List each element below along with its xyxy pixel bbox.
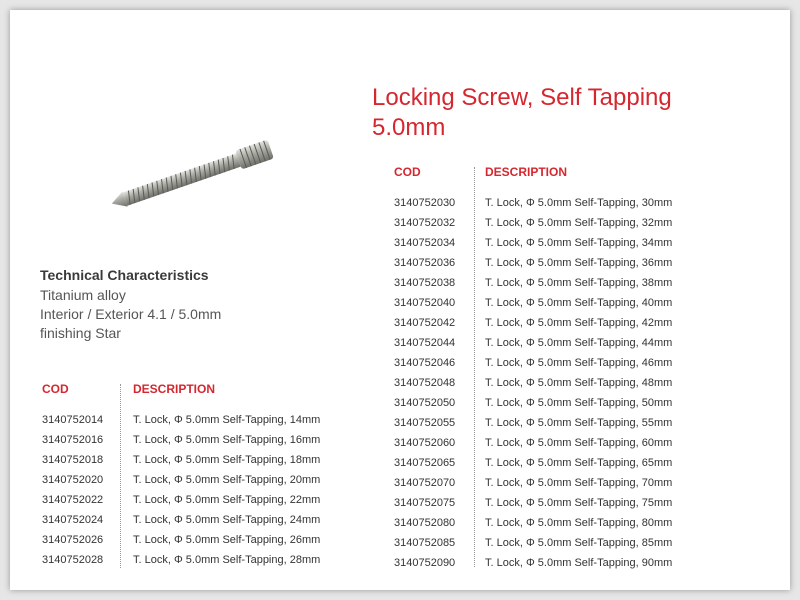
description-cell: T. Lock, Φ 5.0mm Self-Tapping, 28mm [133, 554, 321, 566]
tech-line-dimensions: Interior / Exterior 4.1 / 5.0mm [40, 306, 222, 322]
cod-cell: 3140752014 [42, 414, 104, 426]
description-cell: T. Lock, Φ 5.0mm Self-Tapping, 85mm [485, 537, 673, 549]
cod-cell: 3140752030 [394, 197, 456, 209]
description-cell: T. Lock, Φ 5.0mm Self-Tapping, 55mm [485, 417, 673, 429]
description-cell: T. Lock, Φ 5.0mm Self-Tapping, 22mm [133, 494, 321, 506]
description-cell: T. Lock, Φ 5.0mm Self-Tapping, 42mm [485, 317, 673, 329]
description-cell: T. Lock, Φ 5.0mm Self-Tapping, 26mm [133, 534, 321, 546]
cod-cell: 3140752034 [394, 237, 456, 249]
description-cell: T. Lock, Φ 5.0mm Self-Tapping, 20mm [133, 474, 321, 486]
cod-cell: 3140752032 [394, 217, 456, 229]
description-cell: T. Lock, Φ 5.0mm Self-Tapping, 44mm [485, 337, 673, 349]
cod-header: COD [394, 165, 421, 179]
table-divider [120, 384, 121, 568]
cod-cell: 3140752046 [394, 357, 456, 369]
cod-cell: 3140752026 [42, 534, 104, 546]
tech-line-finishing: finishing Star [40, 325, 121, 341]
description-cell: T. Lock, Φ 5.0mm Self-Tapping, 18mm [133, 454, 321, 466]
title-line-1: Locking Screw, Self Tapping [372, 84, 672, 111]
cod-cell: 3140752020 [42, 474, 104, 486]
description-cell: T. Lock, Φ 5.0mm Self-Tapping, 38mm [485, 277, 673, 289]
description-cell: T. Lock, Φ 5.0mm Self-Tapping, 60mm [485, 437, 673, 449]
description-cell: T. Lock, Φ 5.0mm Self-Tapping, 40mm [485, 297, 673, 309]
cod-cell: 3140752018 [42, 454, 104, 466]
description-cell: T. Lock, Φ 5.0mm Self-Tapping, 75mm [485, 497, 673, 509]
cod-cell: 3140752016 [42, 434, 104, 446]
catalog-page [10, 10, 790, 590]
description-cell: T. Lock, Φ 5.0mm Self-Tapping, 50mm [485, 397, 673, 409]
cod-cell: 3140752028 [42, 554, 104, 566]
description-header: DESCRIPTION [133, 382, 216, 396]
cod-cell: 3140752055 [394, 417, 456, 429]
description-cell: T. Lock, Φ 5.0mm Self-Tapping, 16mm [133, 434, 321, 446]
cod-header: COD [42, 382, 69, 396]
cod-cell: 3140752044 [394, 337, 456, 349]
description-cell: T. Lock, Φ 5.0mm Self-Tapping, 32mm [485, 217, 673, 229]
cod-cell: 3140752090 [394, 557, 456, 569]
description-cell: T. Lock, Φ 5.0mm Self-Tapping, 46mm [485, 357, 673, 369]
cod-cell: 3140752024 [42, 514, 104, 526]
cod-cell: 3140752070 [394, 477, 456, 489]
cod-cell: 3140752085 [394, 537, 456, 549]
description-cell: T. Lock, Φ 5.0mm Self-Tapping, 30mm [485, 197, 673, 209]
cod-cell: 3140752050 [394, 397, 456, 409]
cod-cell: 3140752038 [394, 277, 456, 289]
description-cell: T. Lock, Φ 5.0mm Self-Tapping, 90mm [485, 557, 673, 569]
description-header: DESCRIPTION [485, 165, 568, 179]
table-divider [474, 167, 475, 567]
description-cell: T. Lock, Φ 5.0mm Self-Tapping, 14mm [133, 414, 321, 426]
cod-cell: 3140752022 [42, 494, 104, 506]
description-cell: T. Lock, Φ 5.0mm Self-Tapping, 80mm [485, 517, 673, 529]
description-cell: T. Lock, Φ 5.0mm Self-Tapping, 24mm [133, 514, 321, 526]
description-cell: T. Lock, Φ 5.0mm Self-Tapping, 48mm [485, 377, 673, 389]
tech-heading: Technical Characteristics [40, 267, 209, 283]
description-cell: T. Lock, Φ 5.0mm Self-Tapping, 65mm [485, 457, 673, 469]
cod-cell: 3140752040 [394, 297, 456, 309]
description-cell: T. Lock, Φ 5.0mm Self-Tapping, 36mm [485, 257, 673, 269]
title-line-2: 5.0mm [372, 114, 446, 141]
locking-screw-image [105, 140, 285, 210]
cod-cell: 3140752080 [394, 517, 456, 529]
description-cell: T. Lock, Φ 5.0mm Self-Tapping, 70mm [485, 477, 673, 489]
tech-line-material: Titanium alloy [40, 287, 126, 303]
description-cell: T. Lock, Φ 5.0mm Self-Tapping, 34mm [485, 237, 673, 249]
technical-characteristics [40, 267, 221, 343]
cod-cell: 3140752065 [394, 457, 456, 469]
cod-cell: 3140752042 [394, 317, 456, 329]
cod-cell: 3140752075 [394, 497, 456, 509]
cod-cell: 3140752036 [394, 257, 456, 269]
page-title [372, 83, 772, 143]
cod-cell: 3140752048 [394, 377, 456, 389]
cod-cell: 3140752060 [394, 437, 456, 449]
